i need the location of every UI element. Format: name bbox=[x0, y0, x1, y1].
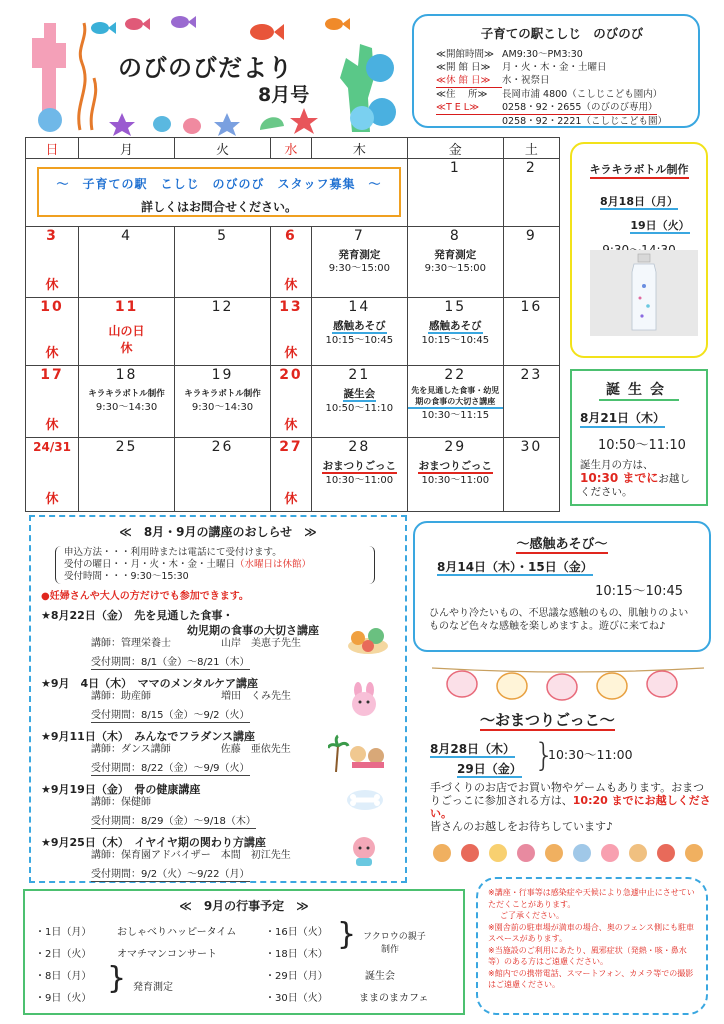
brace-icon: } bbox=[337, 917, 357, 952]
starfish-icon bbox=[290, 108, 318, 134]
shell-icon bbox=[260, 117, 284, 130]
sept-event-name: フクロウの親子 bbox=[363, 932, 426, 942]
day-cell: 28 おまつりごっこ 10:30～11:00 bbox=[311, 438, 407, 512]
closed-label: 休 bbox=[284, 278, 298, 293]
day-cell: 15 感触あそび 10:15～10:45 bbox=[407, 298, 503, 366]
sept-event-name: 発育測定 bbox=[133, 982, 173, 993]
birthday-party-box bbox=[570, 369, 708, 506]
sept-event-date: ・29日（月） bbox=[265, 971, 328, 982]
lecture-item: ★9月19日（金） 骨の健康講座 講師：保健師 受付期間：8/29（金）～9/18（木） bbox=[41, 783, 256, 827]
sept-event-name: ままのまカフェ bbox=[359, 993, 429, 1004]
lantern-icon bbox=[547, 674, 577, 700]
info-row-tel2: 0258・92・2221（こしじこども園） bbox=[502, 116, 667, 127]
weekday-wed: 水 bbox=[271, 138, 312, 159]
calendar-event: 発育測定 9:30～15:00 bbox=[424, 249, 486, 274]
bottle-photo-icon bbox=[590, 250, 698, 336]
lantern-icon bbox=[447, 671, 477, 697]
sept-event-date: ・18日（木） bbox=[265, 949, 328, 960]
day-cell: 20 休 bbox=[271, 366, 312, 438]
info-row-closed-days: ≪休 館 日≫ 水・祝祭日 bbox=[436, 75, 550, 86]
sensory-play-title: ～感触あそび～ bbox=[516, 537, 608, 552]
calendar-event: 先を見通した食事・幼児期の食事の大切さ講座 10:30～11:15 bbox=[408, 385, 503, 423]
weekday-mon: 月 bbox=[79, 138, 175, 159]
toddler-illustration-icon bbox=[346, 834, 382, 868]
sept-event-date: ・1日（月） bbox=[35, 927, 92, 938]
calendar-event: おまつりごっこ 10:30～11:00 bbox=[322, 460, 396, 486]
day-cell: 16 bbox=[503, 298, 559, 366]
day-cell: 2 bbox=[503, 159, 559, 227]
weekday-fri: 金 bbox=[407, 138, 503, 159]
birthday-date: 8月21日（木） bbox=[580, 409, 665, 428]
festival-description: 手づくりのお店でお買い物やゲームもあります。おまつりごっこに参加される方は、10:20 までにお越しください。 皆さんのお越しをお待ちしています♪ bbox=[430, 781, 711, 833]
birthday-time: 10:50～11:10 bbox=[598, 438, 686, 453]
day-cell: 27 休 bbox=[271, 438, 312, 512]
calendar-week-2 bbox=[26, 227, 560, 298]
notices-box bbox=[476, 877, 708, 1015]
day-cell: 3 休 bbox=[26, 227, 79, 298]
weekday-header bbox=[26, 138, 560, 159]
day-cell: 25 bbox=[79, 438, 175, 512]
day-cell: 30 bbox=[503, 438, 559, 512]
starfish-icon bbox=[109, 113, 135, 136]
september-events-box bbox=[23, 889, 465, 1015]
sept-event-name: 誕生会 bbox=[365, 971, 395, 982]
calendar-event: 発育測定 9:30～15:00 bbox=[328, 249, 390, 274]
brace-icon: } bbox=[534, 736, 555, 774]
bone-health-illustration-icon bbox=[345, 784, 385, 814]
application-info: 申込方法・・・利用時または電話にて受付けます。 受付の曜日・・月・火・木・金・土曜日（水曜日は休館） 受付時間・・・9:30～15:30 bbox=[55, 546, 375, 584]
sensory-play-box bbox=[413, 521, 711, 652]
pregnant-note: ●妊婦さんや大人の方だけでも参加できます。 bbox=[41, 591, 249, 602]
festival-date1: 8月28日（木） bbox=[430, 742, 516, 756]
day-cell: 14 感触あそび 10:15～10:45 bbox=[311, 298, 407, 366]
weekday-tue: 火 bbox=[175, 138, 271, 159]
sept-event-date: ・8日（月） bbox=[35, 971, 92, 982]
day-cell: 1 bbox=[407, 159, 503, 227]
bottle-craft-date1: 8月18日（月） bbox=[600, 195, 678, 208]
festival-snacks-decoration bbox=[430, 840, 706, 866]
facility-info-box bbox=[412, 14, 700, 128]
day-cell: 7 発育測定 9:30～15:00 bbox=[311, 227, 407, 298]
birthday-title: 誕生会 bbox=[599, 379, 679, 401]
sept-event-date: ・9日（火） bbox=[35, 993, 92, 1004]
day-cell: 18 キラキラボトル制作 9:30～14:30 bbox=[79, 366, 175, 438]
shell-icon bbox=[183, 118, 201, 134]
day-cell: 26 bbox=[175, 438, 271, 512]
calendar-event: キラキラボトル制作 9:30～14:30 bbox=[184, 389, 261, 413]
september-heading: ≪ 9月の行事予定 ≫ bbox=[179, 899, 309, 913]
calendar-event: 感触あそび 10:15～10:45 bbox=[325, 320, 394, 346]
coral-right-icon bbox=[340, 44, 396, 132]
calendar-event: キラキラボトル制作 9:30～14:30 bbox=[88, 389, 165, 413]
staff-recruitment-banner bbox=[37, 167, 401, 217]
hula-dance-illustration-icon bbox=[328, 732, 396, 772]
sensory-play-dates: 8月14日（木）・15日（金） bbox=[437, 560, 593, 574]
sept-event-date: ・30日（火） bbox=[265, 993, 328, 1004]
calendar-event: おまつりごっこ 10:30～11:00 bbox=[418, 460, 492, 486]
facility-name: 子育ての駅こしじ のびのび bbox=[480, 26, 644, 41]
day-cell: 19 キラキラボトル制作 9:30～14:30 bbox=[175, 366, 271, 438]
calendar-week-3 bbox=[26, 298, 560, 366]
fish-icon bbox=[325, 18, 350, 30]
day-cell: 24/31 休 bbox=[26, 438, 79, 512]
day-cell: 21 誕生会 10:50～11:10 bbox=[311, 366, 407, 438]
calendar-event: 誕生会 10:50～11:10 bbox=[325, 388, 394, 414]
day-cell: 9 bbox=[503, 227, 559, 298]
sept-event-name: 制作 bbox=[381, 945, 400, 955]
birthday-note: 誕生月の方は、 10:30 までにお越しください。 bbox=[580, 459, 690, 498]
closed-label: 休 bbox=[45, 278, 59, 293]
lecture-item: ★9月11日（木） みんなでフラダンス講座 講師：ダンス講師 佐藤 亜依先生 受付期間：8/22（金）～9/9（火） bbox=[41, 730, 291, 774]
lectures-heading: ≪ 8月・9月の講座のおしらせ ≫ bbox=[119, 525, 317, 539]
festival-lanterns-decoration bbox=[432, 662, 704, 702]
sept-event-name: おしゃべりハッピータイム bbox=[117, 927, 237, 938]
notice-item: ※講座・行事等は感染症や天候により急遽中止にさせていただくことがあります。 bbox=[488, 888, 695, 909]
notice-item: ※館内での携帯電話、スマートフォン、カメラ等での撮影はご遠慮ください。 bbox=[488, 968, 694, 989]
info-row-address: ≪住 所≫ 長岡市浦 4800（こしじこども園内） bbox=[436, 89, 663, 100]
shell-icon bbox=[153, 116, 171, 132]
festival-time: 10:30～11:00 bbox=[548, 747, 633, 762]
weekday-sun: 日 bbox=[26, 138, 79, 159]
day-cell: 12 bbox=[175, 298, 271, 366]
lantern-icon bbox=[497, 673, 527, 699]
brace-icon: } bbox=[107, 961, 127, 996]
day-cell: 29 おまつりごっこ 10:30～11:00 bbox=[407, 438, 503, 512]
day-cell: 22 先を見通した食事・幼児期の食事の大切さ講座 10:30～11:15 bbox=[407, 366, 503, 438]
day-cell: 4 bbox=[79, 227, 175, 298]
day-cell: 10 休 bbox=[26, 298, 79, 366]
rabbit-illustration-icon bbox=[344, 682, 384, 718]
info-row-tel: ≪T E L≫ 0258・92・2655（のびのび専用） bbox=[436, 102, 658, 113]
notice-item: ご了承ください。 bbox=[500, 911, 564, 920]
bottle-craft-title: キラキラボトル制作 bbox=[590, 161, 689, 179]
newsletter-title: のびのびだより bbox=[118, 54, 293, 82]
lantern-icon bbox=[647, 671, 677, 697]
lecture-item: ★8月22日（金） 先を見通した食事・ 幼児期の食事の大切さ講座 講師：管理栄養士 山岸 美恵子先生 受付期間：8/1（金）～8/21（木） bbox=[41, 609, 319, 668]
notice-item: ※園舎前の駐車場が満車の場合、奥のフェンス側にも駐車スペースがあります。 bbox=[488, 922, 695, 943]
issue-number: 8月号 bbox=[258, 84, 310, 106]
seaweed-icon bbox=[79, 23, 96, 130]
day-cell: 23 bbox=[503, 366, 559, 438]
staff-recruitment-note: 詳しくはお問合せください。 bbox=[140, 200, 297, 214]
fish-icon bbox=[91, 22, 116, 34]
sept-event-name: オマチマンコンサート bbox=[117, 949, 217, 960]
day-cell: 6 休 bbox=[271, 227, 312, 298]
weekday-thu: 木 bbox=[311, 138, 407, 159]
calendar-event: 感触あそび 10:15～10:45 bbox=[421, 320, 490, 346]
calendar-week-4 bbox=[26, 366, 560, 438]
staff-recruitment-title: ～ 子育ての駅 こしじ のびのび スタッフ募集 ～ bbox=[56, 177, 382, 191]
day-cell: 13 休 bbox=[271, 298, 312, 366]
info-row-open-days: ≪開 館 日≫ 月・火・木・金・土曜日 bbox=[436, 62, 607, 73]
fish-icon bbox=[125, 18, 150, 30]
sept-event-date: ・2日（火） bbox=[35, 949, 92, 960]
lecture-item: ★9月25日（木） イヤイヤ期の関わり方講座 講師：保育園アドバイザー 本間 初江先生 受付期間：9/2（火）～9/22（月） bbox=[41, 836, 291, 880]
day-cell: 8 発育測定 9:30～15:00 bbox=[407, 227, 503, 298]
calendar-week-5 bbox=[26, 438, 560, 512]
day-cell: 11 山の日 休 bbox=[79, 298, 175, 366]
festival-date2: 29日（金） bbox=[457, 762, 522, 776]
lantern-icon bbox=[597, 673, 627, 699]
meal-illustration-icon bbox=[346, 620, 390, 656]
day-cell: 5 bbox=[175, 227, 271, 298]
weekday-sat: 土 bbox=[503, 138, 559, 159]
info-row-hours: ≪開館時間≫ AM9:30～PM3:30 bbox=[436, 49, 583, 60]
day-cell: 17 休 bbox=[26, 366, 79, 438]
fish-icon bbox=[250, 24, 284, 40]
sensory-play-description: ひんやり冷たいもの、不思議な感触のもの、肌触りのよいものなど色々な感触を楽しめますよ。遊びに来てね♪ bbox=[429, 608, 689, 632]
festival-play-title: ～おまつりごっこ～ bbox=[480, 711, 615, 729]
lecture-item: ★9月 4日（木） ママのメンタルケア講座 講師：助産師 増田 くみ先生 受付期間：8/15（金）～9/2（火） bbox=[41, 677, 291, 721]
starfish-icon bbox=[214, 113, 240, 136]
fish-icon bbox=[171, 16, 196, 28]
coral-left-icon bbox=[32, 23, 66, 132]
notice-item: ※当施設のご利用にあたり、風邪症状（発熱・咳・鼻水等）のある方はご遠慮ください。 bbox=[488, 945, 687, 966]
sensory-play-time: 10:15～10:45 bbox=[595, 584, 683, 599]
sept-event-date: ・16日（火） bbox=[265, 927, 328, 938]
mountain-day-holiday: 山の日 休 bbox=[108, 324, 145, 355]
bottle-craft-date2: 19日（火） bbox=[630, 219, 690, 232]
